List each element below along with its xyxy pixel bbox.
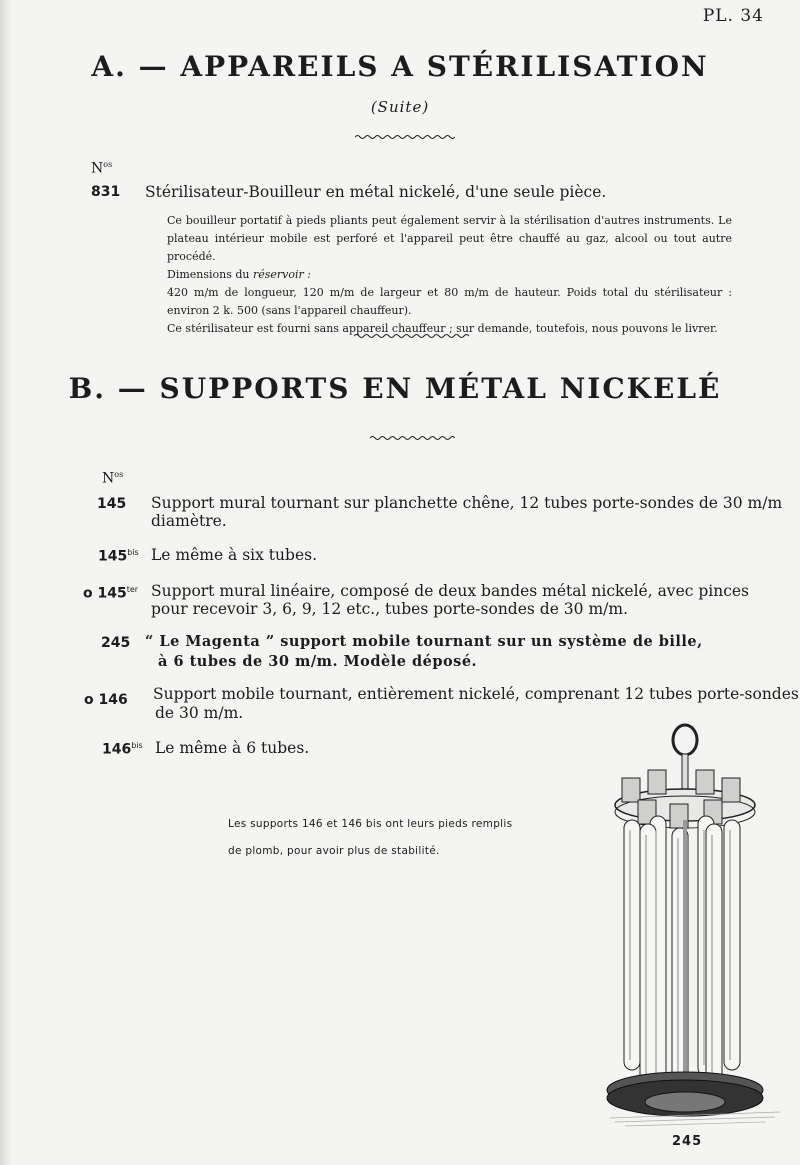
note-line2: de plomb, pour avoir plus de stabilité. <box>228 845 440 857</box>
item-145-number: 145 <box>97 496 127 512</box>
section-a-title: A. — APPAREILS A STÉRILISATION <box>91 50 709 83</box>
plate-number: PL. 34 <box>702 6 764 26</box>
nos-label-b: $N^{os}$ <box>102 470 124 487</box>
nos-label-a: $N^{os}$ <box>91 160 113 177</box>
ornament-divider <box>355 133 455 141</box>
item-245-line2: à 6 tubes de 30 m/m. Modèle déposé. <box>158 653 478 670</box>
item-146-number: o 146 <box>84 692 128 708</box>
item-145ter-number: o $145^{ter}$ <box>83 585 139 602</box>
item-146bis-line1: Le même à 6 tubes. <box>155 739 310 757</box>
item-145ter-line2: pour recevoir 3, 6, 9, 12 etc., tubes porte-sondes de 30 m/m. <box>151 600 629 618</box>
item-245-number: 245 <box>101 635 131 651</box>
section-b-title: B. — SUPPORTS EN MÉTAL NICKELÉ <box>68 372 722 405</box>
item-145ter-line1: Support mural linéaire, composé de deux bandes métal nickelé, avec pinces <box>151 582 750 600</box>
item-145-line2: diamètre. <box>151 512 227 530</box>
item-145bis-line1: Le même à six tubes. <box>151 546 317 564</box>
item-145-line1: Support mural tournant sur planchette chêne, 12 tubes porte-sondes de 30 m/m <box>151 494 783 512</box>
page-edge <box>0 0 12 1165</box>
note-line1: Les supports 146 et 146 bis ont leurs pieds remplis <box>228 818 513 830</box>
item-146-line2: de 30 m/m. <box>155 704 244 722</box>
ornament-divider <box>370 434 455 442</box>
ornament-divider <box>354 332 469 340</box>
tube-rack-illustration <box>600 720 790 1130</box>
page-number: 245 <box>672 1134 703 1149</box>
item-146-line1: Support mobile tournant, entièrement nickelé, comprenant 12 tubes porte-sondes <box>153 685 799 703</box>
item-831-description: Ce bouilleur portatif à pieds pliants peut également servir à la stérilisation d'autres instruments. Le plateau intérieur mobile est perforé et l'appareil peut être chauffé au gaz, alcool ou tout autre procédé. Dimensions du réservoir : 420 m/m de longueur, 120 m/m de largeur et 80 m/m de hauteur. Poids total du stérilisateur : environ 2 k. 500 (sans l'appareil chauffeur). Ce stérilisateur est fourni sans appareil chauffeur ; sur demande, toutefois, nous pouvons le livrer. <box>167 214 732 335</box>
item-146bis-number: $146^{bis}$ <box>102 741 143 758</box>
section-a-subtitle: (Suite) <box>370 98 430 116</box>
item-145bis-number: $145^{bis}$ <box>98 548 139 565</box>
item-831-number: 831 <box>91 184 121 200</box>
item-245-line1: “ Le Magenta ” support mobile tournant sur un système de bille, <box>145 633 703 650</box>
item-831-title: Stérilisateur-Bouilleur en métal nickelé, d'une seule pièce. <box>145 183 607 201</box>
